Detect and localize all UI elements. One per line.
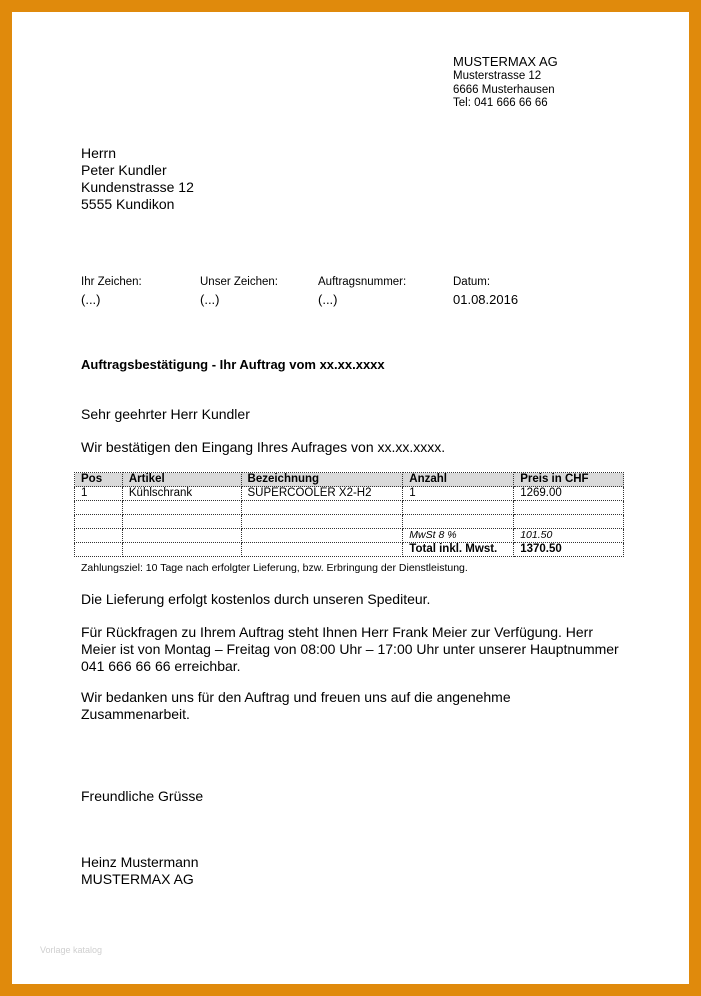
total-label: Total inkl. Mwst. <box>403 543 514 557</box>
ref-value-ihr-zeichen: (...) <box>81 292 101 307</box>
table-row-empty <box>75 501 624 515</box>
payment-note: Zahlungsziel: 10 Tage nach erfolgter Lieferung, bzw. Erbringung der Dienstleistung. <box>81 562 468 574</box>
ref-label-ihr-zeichen: Ihr Zeichen: <box>81 276 142 288</box>
table-header-row <box>75 473 624 487</box>
header-preis: Preis in CHF <box>514 473 624 487</box>
greeting: Sehr geehrter Herr Kundler <box>81 406 250 422</box>
header-bezeichnung: Bezeichnung <box>241 473 403 487</box>
paragraph-delivery: Die Lieferung erfolgt kostenlos durch unseren Spediteur. <box>81 591 431 607</box>
intro-text: Wir bestätigen den Eingang Ihres Aufrages von xx.xx.xxxx. <box>81 439 446 455</box>
header-anzahl: Anzahl <box>403 473 514 487</box>
paragraph-thanks: Wir bedanken uns für den Auftrag und freuen uns auf die angenehme Zusammenarbeit. <box>81 689 511 722</box>
sender-phone: Tel: 041 666 66 66 <box>453 97 548 109</box>
cell-artikel: Kühlschrank <box>122 487 241 501</box>
cell-anzahl: 1 <box>403 487 514 501</box>
table-row-empty <box>75 515 624 529</box>
closing: Freundliche Grüsse <box>81 788 204 804</box>
ref-value-auftragsnummer: (...) <box>318 292 338 307</box>
recipient-salutation: Herrn <box>81 145 117 161</box>
cell-preis: 1269.00 <box>514 487 624 501</box>
cell-pos: 1 <box>75 487 123 501</box>
cell-bezeichnung: SUPERCOOLER X2-H2 <box>241 487 403 501</box>
recipient-name: Peter Kundler <box>81 162 167 178</box>
sender-company: MUSTERMAX AG <box>453 54 558 69</box>
ref-label-datum: Datum: <box>453 276 491 288</box>
table-row-vat <box>75 529 624 543</box>
ref-label-auftragsnummer: Auftragsnummer: <box>318 276 407 288</box>
sender-street: Musterstrasse 12 <box>453 70 542 82</box>
subject-line: Auftragsbestätigung - Ihr Auftrag vom xx.xx.xxxx <box>81 357 385 372</box>
ref-label-unser-zeichen: Unser Zeichen: <box>200 276 278 288</box>
header-pos: Pos <box>75 473 123 487</box>
table-row-total <box>75 543 624 557</box>
ref-value-datum: 01.08.2016 <box>453 292 519 307</box>
ref-value-unser-zeichen: (...) <box>200 292 220 307</box>
watermark: Vorlage katalog <box>40 945 103 955</box>
paragraph-contact: Für Rückfragen zu Ihrem Auftrag steht Ihnen Herr Frank Meier zur Verfügung. Herr Meier ist von Montag – Freitag von 08:00 Uhr – 17:00 Uhr unter unserer Hauptnummer 041 666 66 66 erreichbar. <box>81 624 619 674</box>
letter-page <box>12 12 689 984</box>
table-row <box>75 487 624 501</box>
vat-value: 101.50 <box>514 529 624 543</box>
recipient-address <box>81 145 194 213</box>
vat-label: MwSt 8 % <box>403 529 514 543</box>
total-value: 1370.50 <box>514 543 624 557</box>
header-artikel: Artikel <box>122 473 241 487</box>
recipient-city: 5555 Kundikon <box>81 196 175 212</box>
sender-address <box>453 54 558 111</box>
signature-name: Heinz Mustermann <box>81 854 199 870</box>
sender-city: 6666 Musterhausen <box>453 83 555 96</box>
recipient-street: Kundenstrasse 12 <box>81 179 194 195</box>
signature-company: MUSTERMAX AG <box>81 871 194 887</box>
order-table <box>74 472 624 557</box>
